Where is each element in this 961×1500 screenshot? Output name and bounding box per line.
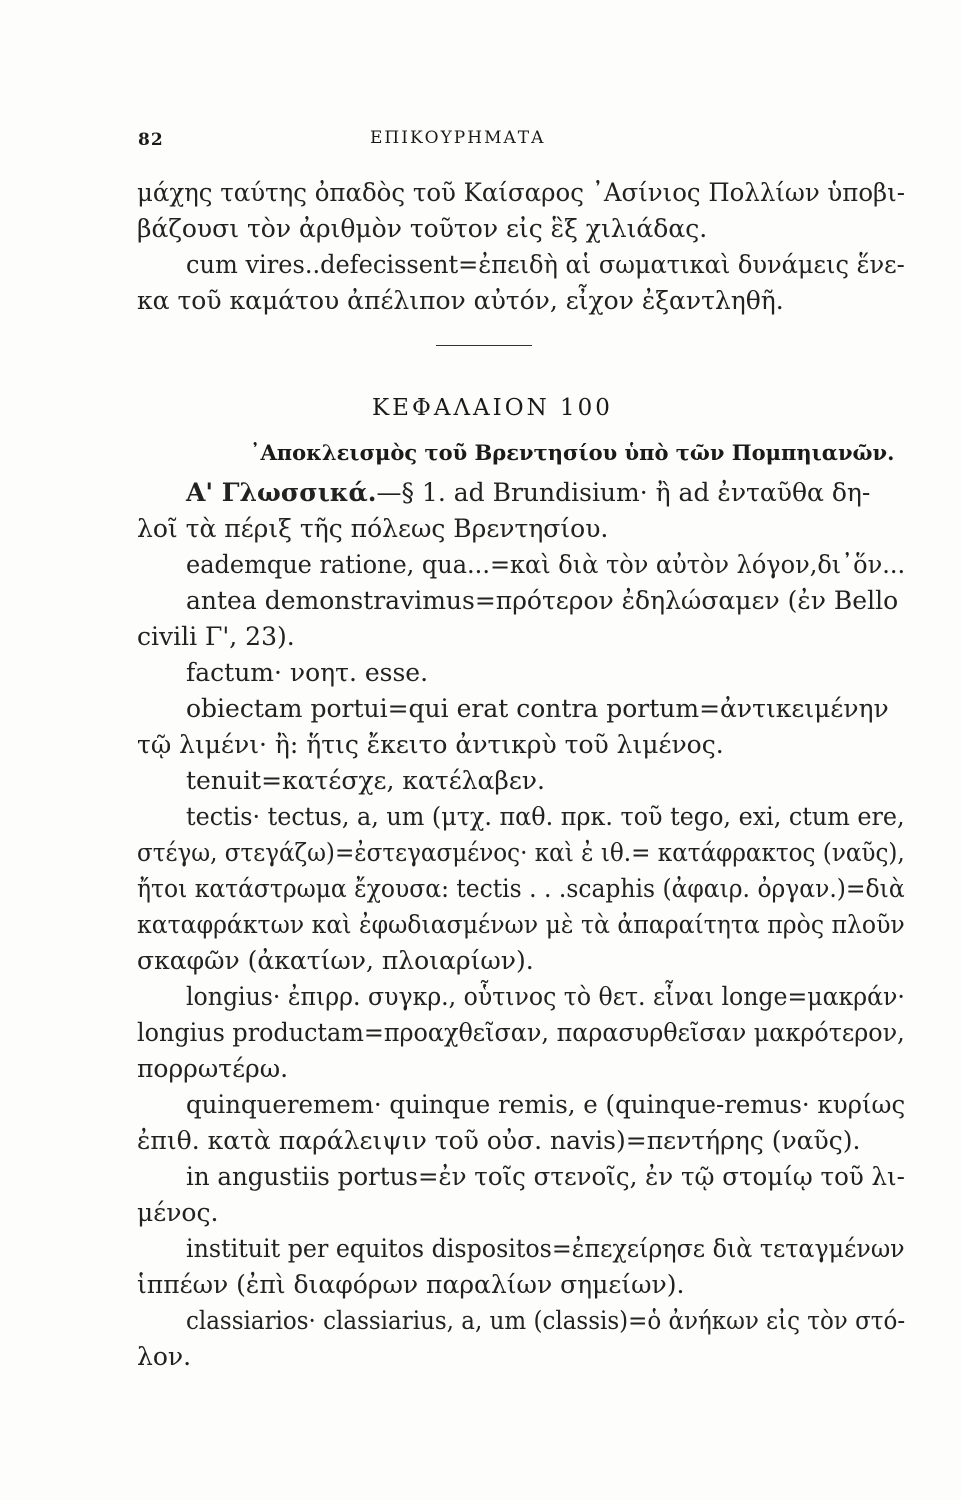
text-line: antea demonstravimus=πρότερον ἐδηλώσαμεν (ἐν Bello xyxy=(186,586,899,615)
text-line: tenuit=κατέσχε, κατέλαβεν. xyxy=(186,766,545,795)
text-line: μάχης ταύτης ὀπαδὸς τοῦ Καίσαρος ᾿Ασίνιος Πολλίων ὑποβι- xyxy=(137,178,906,207)
page-number: 82 xyxy=(138,130,164,150)
text-line: obiectam portui=qui erat contra portum=ἀντικειμένην xyxy=(186,694,889,723)
chapter-subtitle: ᾿Αποκλεισμὸς τοῦ Βρεντησίου ὑπὸ τῶν Πομπηιανῶν. xyxy=(250,440,895,465)
text-line: στέγω, στεγάζω)=ἐστεγασμένος· καὶ ἐ ιθ.= κατάφρακτος (ναῦς), xyxy=(137,838,905,867)
text-line: cum vires..defecissent=ἐπειδὴ αἱ σωματικαὶ δυνάμεις ἕνε- xyxy=(186,250,905,279)
text-line: civili Γ', 23). xyxy=(137,622,295,651)
separator-rule xyxy=(436,345,532,346)
text-line: λον. xyxy=(137,1342,192,1371)
text-line: instituit per equitos dispositos=ἐπεχείρησε διὰ τεταγμένων xyxy=(186,1234,905,1263)
text-line: καταφράκτων καὶ ἐφωδιασμένων μὲ τὰ ἀπαραίτητα πρὸς πλοῦν xyxy=(137,910,905,939)
text-line: ἤτοι κατάστρωμα ἔχουσα: tectis . . .scaphis (ἀφαιρ. ὀργαν.)=διὰ xyxy=(137,874,905,903)
text-line: eademque ratione, qua...=καὶ διὰ τὸν αὐτὸν λόγον,δι᾿ὅν... xyxy=(186,550,906,579)
text-line: classiarios· classiarius, a, um (classis)=ὁ ἀνήκων εἰς τὸν στό- xyxy=(186,1306,906,1335)
text-line: πορρωτέρω. xyxy=(137,1054,289,1083)
text-line: λοῖ τὰ πέριξ τῆς πόλεως Βρεντησίου. xyxy=(137,514,609,543)
chapter-title: ΚΕΦΑΛΑΙΟΝ 100 xyxy=(372,395,613,421)
section-first-line xyxy=(186,478,870,508)
text-line: σκαφῶν (ἀκατίων, πλοιαρίων). xyxy=(137,946,534,975)
running-head: ΕΠΙΚΟΥΡΗΜΑΤΑ xyxy=(370,128,546,148)
section-first-line-text: —§ 1. ad Brundisium· ἢ ad ἐνταῦθα δη- xyxy=(376,478,871,507)
text-line: μένος. xyxy=(137,1198,219,1227)
text-line: ἐπιθ. κατὰ παράλειψιν τοῦ οὐσ. navis)=πεντήρης (ναῦς). xyxy=(137,1126,861,1155)
text-line: τῷ λιμένι· ἢ: ἥτις ἔκειτο ἀντικρὺ τοῦ λιμένος. xyxy=(137,730,724,759)
text-line: factum· νοητ. esse. xyxy=(186,658,429,687)
text-line: tectis· tectus, a, um (μτχ. παθ. πρκ. τοῦ tego, exi, ctum ere, xyxy=(186,802,905,831)
text-line: longius· ἐπιρρ. συγκρ., οὗτινος τὸ θετ. εἶναι longe=μακράν· xyxy=(186,982,905,1011)
text-line: κα τοῦ καμάτου ἀπέλιπον αὐτόν, εἶχον ἐξαντληθῆ. xyxy=(137,286,784,315)
text-line: longius productam=προαχθεῖσαν, παρασυρθεῖσαν μακρότερον, xyxy=(137,1018,905,1047)
text-line: in angustiis portus=ἐν τοῖς στενοῖς, ἐν τῷ στομίῳ τοῦ λι- xyxy=(186,1162,905,1191)
text-line: ἱππέων (ἐπὶ διαφόρων παραλίων σημείων). xyxy=(137,1270,685,1299)
section-heading: Α' Γλωσσικά. xyxy=(186,478,377,507)
text-line: βάζουσι τὸν ἀριθμὸν τοῦτον εἰς ἓξ χιλιάδας. xyxy=(137,214,708,243)
text-line: quinqueremem· quinque remis, e (quinque-remus· κυρίως xyxy=(186,1090,906,1119)
